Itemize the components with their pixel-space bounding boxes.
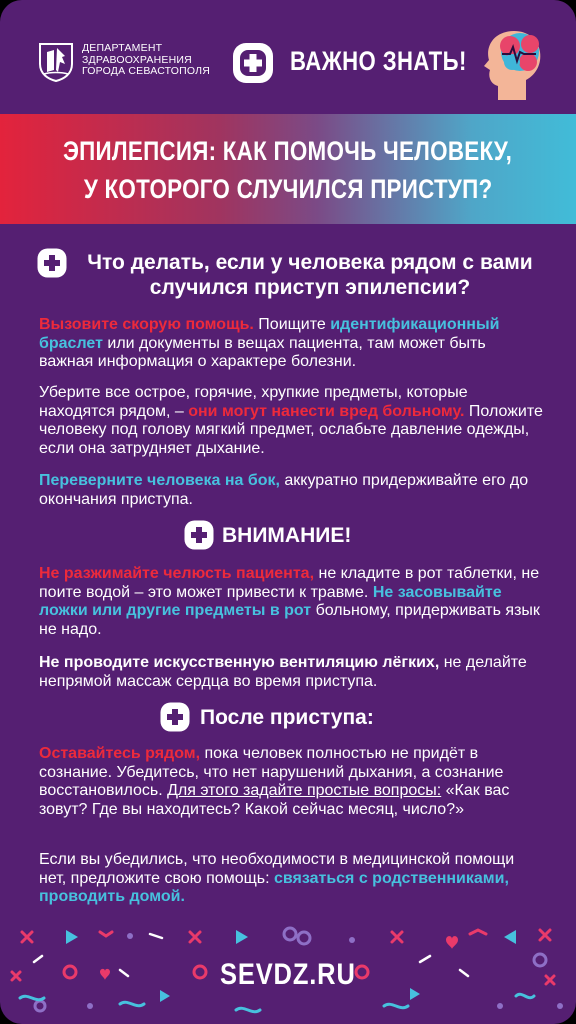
important-label: ВАЖНО ЗНАТЬ! bbox=[290, 46, 467, 76]
plus-icon bbox=[184, 520, 214, 550]
sevastopol-coat-of-arms-icon bbox=[38, 42, 74, 82]
dept-line-2: ЗДРАВООХРАНЕНИЯ bbox=[82, 53, 192, 66]
plus-icon bbox=[160, 702, 190, 732]
paragraph-remove-objects: Уберите все острое, горячие, хрупкие предметы, которые находятся рядом, – они могут нанести вред больному. Положите человеку под голову мягкий предмет, ослабьте давление одежды, если она затрудняет дыхание. bbox=[39, 384, 543, 457]
department-name bbox=[82, 43, 210, 78]
title-banner bbox=[0, 114, 576, 224]
plus-icon bbox=[37, 248, 67, 278]
section-what-to-do-title: Что делать, если у человека рядом с вами случился приступ эпилепсии? bbox=[87, 251, 533, 299]
banner-title-line-2: У КОТОРОГО СЛУЧИЛСЯ ПРИСТУП? bbox=[83, 174, 493, 204]
paragraph-call-ambulance: Вызовите скорую помощь. Поищите идентификационный браслет или документы в вещах пациента, там может быть важная информация о характере болезни. bbox=[39, 316, 500, 370]
paragraph-turn-on-side: Переверните человека на бок, аккуратно придерживайте его до окончания приступа. bbox=[39, 472, 529, 508]
paragraph-do-not-open-jaw: Не разжимайте челюсть пациента, не кладите в рот таблетки, не поите водой – это может привести к травме. Не засовывайте ложки или другие предметы в рот больному, придерживать язык не надо. bbox=[39, 565, 540, 638]
paragraph-no-cpr: Не проводите искусственную вентиляцию лёгких, не делайте непрямой массаж сердца во время приступа. bbox=[39, 654, 527, 690]
paragraph-stay-nearby: Оставайтесь рядом, пока человек полностью не придёт в сознание. Убедитесь, что нет нарушений дыхания, а сознание восстановилось. Для этого задайте простые вопросы: «Как вас зовут? Где вы находитесь? Какой сейчас месяц, число?» bbox=[39, 745, 510, 818]
medical-plus-icon bbox=[232, 42, 274, 84]
header bbox=[0, 0, 576, 110]
dept-line-1: ДЕПАРТАМЕНТ bbox=[82, 42, 163, 54]
section-attention-title: ВНИМАНИЕ! bbox=[222, 524, 352, 547]
dept-line-3: ГОРОДА СЕВАСТОПОЛЯ bbox=[82, 65, 211, 77]
banner-title-line-1: ЭПИЛЕПСИЯ: КАК ПОМОЧЬ ЧЕЛОВЕКУ, bbox=[63, 136, 513, 166]
paragraph-offer-help: Если вы убедились, что необходимости в медицинской помощи нет, предложите свою помощь: связаться с родственниками, проводить домой. bbox=[39, 851, 515, 905]
website-url[interactable]: SEVDZ.RU bbox=[220, 958, 356, 991]
section-after-seizure-title: После приступа: bbox=[200, 706, 374, 729]
brain-head-icon bbox=[476, 26, 550, 102]
